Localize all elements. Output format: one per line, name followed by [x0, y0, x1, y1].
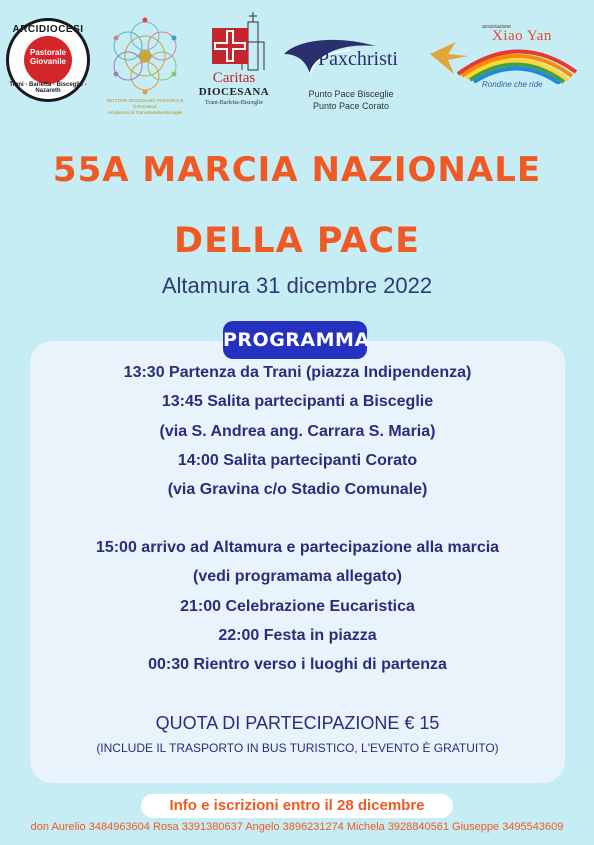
arcidiocesi-cities: Trani - Barletta - Bisceglie - Nazareth — [9, 82, 87, 94]
program-line: (vedi programama allegato) — [193, 568, 402, 585]
program-line: 13:30 Partenza da Trani (piazza Indipendenza) — [123, 364, 472, 381]
xiaoyan-logo — [428, 24, 580, 104]
event-title-line-1: 55A MARCIA NAZIONALE — [52, 150, 542, 190]
program-line: (via Gravina c/o Stadio Comunale) — [167, 481, 428, 498]
caritas-logo — [196, 12, 272, 116]
arcidiocesi-title: ARCIDIOCESI — [12, 24, 84, 35]
contacts-line: don Aurelio 3484963604 Rosa 3391380637 Angelo 3896231274 Michela 3928840561 Giuseppe 3495543609 — [30, 821, 564, 833]
programma-badge: PROGRAMMA — [223, 321, 367, 359]
xiaoyan-name: Xiao Yan — [492, 28, 552, 44]
arcidiocesi-logo — [6, 18, 90, 102]
program-line: 22:00 Festa in piazza — [218, 627, 377, 644]
arcidiocesi-center-text — [28, 48, 68, 66]
program-line: 15:00 arrivo ad Altamura e partecipazione alla marcia — [95, 539, 500, 556]
pastorale-caption-line-2: Arcidiocesi di Trani-Barletta-Bisceglie — [107, 110, 183, 115]
quota-include-note: (INCLUDE IL TRASPORTO IN BUS TURISTICO, L'EVENTO È GRATUITO) — [96, 741, 499, 755]
paxchristi-logo — [280, 34, 422, 114]
arcidiocesi-center-line-2: Giovanile — [29, 57, 66, 66]
xiaoyan-association: associazione — [482, 24, 511, 30]
event-date: Altamura 31 dicembre 2022 — [161, 273, 433, 298]
pastorale-caption — [102, 98, 188, 116]
quota-partecipazione: QUOTA DI PARTECIPAZIONE € 15 — [155, 713, 440, 733]
xiaoyan-tagline: Rondine che ride — [482, 80, 543, 89]
program-line: (via S. Andrea ang. Carrara S. Maria) — [159, 423, 436, 440]
program-line: 13:45 Salita partecipanti a Bisceglie — [161, 393, 434, 410]
caritas-name: Caritas — [212, 70, 256, 86]
event-title-line-2: DELLA PACE — [174, 221, 420, 261]
program-line: 21:00 Celebrazione Eucaristica — [180, 598, 415, 615]
paxchristi-name: Paxchristi — [318, 48, 398, 70]
caritas-place: Trani-Barletta-Bisceglie — [204, 100, 264, 106]
paxchristi-bisceglie: Punto Pace Bisceglie — [308, 89, 394, 99]
flower-network-icon — [110, 16, 180, 96]
pastorale-giovanile-logo — [102, 16, 188, 116]
info-iscrizioni-badge: Info e iscrizioni entro il 28 dicembre — [141, 794, 453, 818]
pastorale-caption-line-1: SETTORE DIOCESANO PASTORALE GIOVANILE — [106, 98, 184, 109]
caritas-sub: DIOCESANA — [198, 86, 270, 98]
program-line: 00:30 Rientro verso i luoghi di partenza — [148, 656, 447, 673]
program-line: 14:00 Salita partecipanti Corato — [177, 452, 418, 469]
arcidiocesi-center-line-1: Pastorale — [29, 48, 67, 57]
caritas-cross-church-icon — [196, 12, 272, 72]
paxchristi-corato: Punto Pace Corato — [312, 101, 390, 111]
logos-row — [0, 12, 594, 122]
